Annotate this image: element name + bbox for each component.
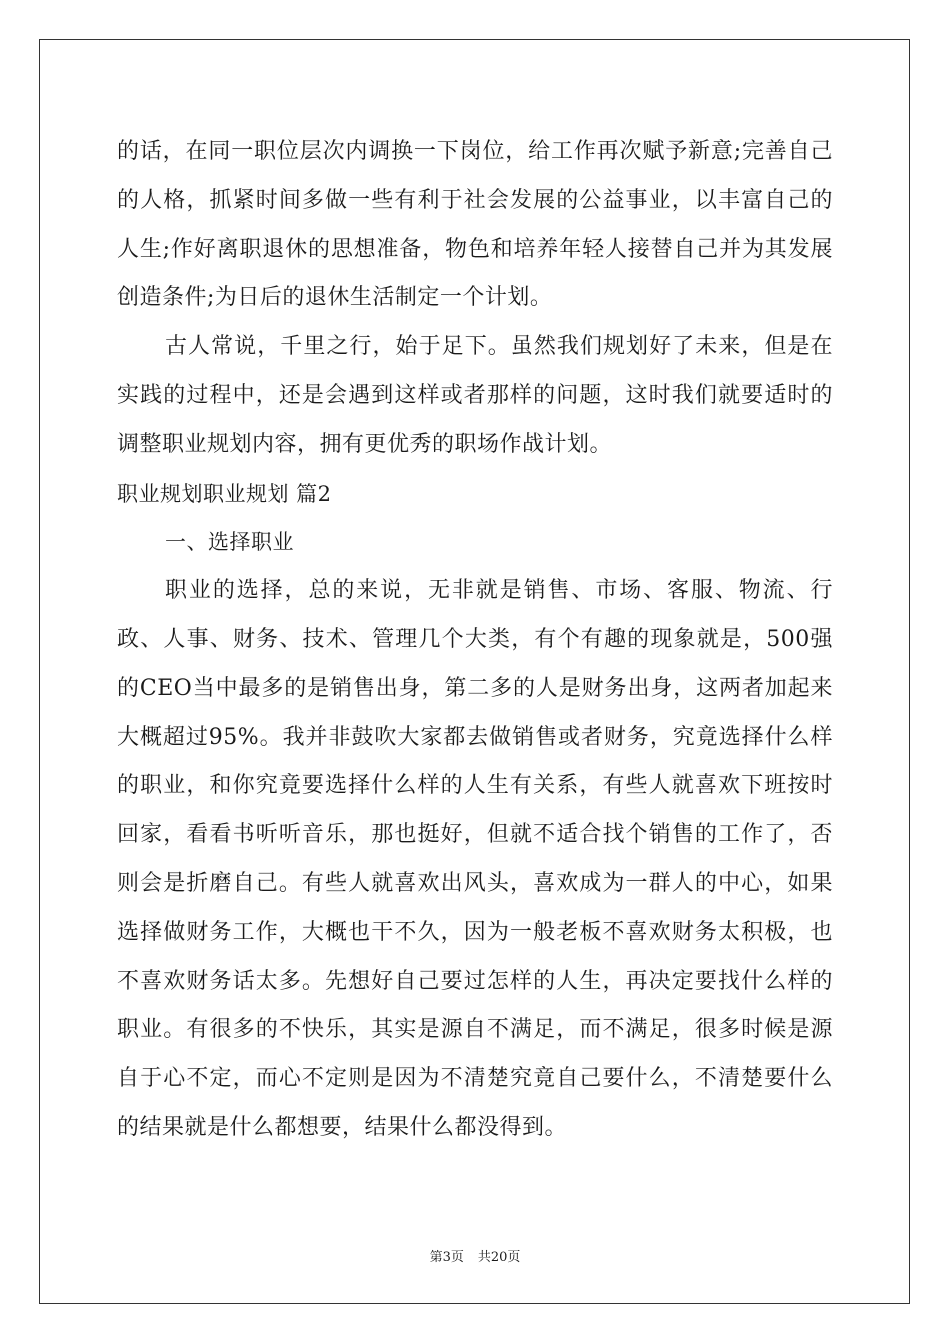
section-heading: 职业规划职业规划 篇2 bbox=[117, 481, 332, 506]
current-page-number: 第3页 bbox=[429, 1250, 464, 1265]
paragraph-continued: 的话，在同一职位层次内调换一下岗位，给工作再次赋予新意;完善自己的人格，抓紧时间多做一些有利于社会发展的公益事业，以丰富自己的人生;作好离职退休的思想准备，物色和培养年轻人接替自己并为其发展创造条件;为日后的退休生活制定一个计划。 bbox=[117, 139, 833, 311]
document-body bbox=[117, 128, 833, 1153]
paragraph-career-choice: 职业的选择，总的来说，无非就是销售、市场、客服、物流、行政、人事、财务、技术、管理几个大类，有个有趣的现象就是，500强的CEO当中最多的是销售出身，第二多的人是财务出身，这两者加起来大概超过95%。我并非鼓吹大家都去做销售或者财务，究竟选择什么样的职业，和你究竟要选择什么样的人生有关系，有些人就喜欢下班按时回家，看看书听听音乐，那也挺好，但就不适合找个销售的工作了，否则会是折磨自己。有些人就喜欢出风头，喜欢成为一群人的中心，如果选择做财务工作，大概也干不久，因为一般老板不喜欢财务太积极，也不喜欢财务话太多。先想好自己要过怎样的人生，再决定要找什么样的职业。有很多的不快乐，其实是源自不满足，而不满足，很多时候是源自于心不定，而心不定则是因为不清楚究竟自己要什么，不清楚要什么的结果就是什么都想要，结果什么都没得到。 bbox=[117, 578, 833, 1140]
subsection-heading: 一、选择职业 bbox=[165, 530, 294, 555]
total-page-count: 共20页 bbox=[477, 1250, 521, 1265]
paragraph-ancient-saying: 古人常说，千里之行，始于足下。虽然我们规划好了未来，但是在实践的过程中，还是会遇到这样或者那样的问题，这时我们就要适时的调整职业规划内容，拥有更优秀的职场作战计划。 bbox=[117, 334, 833, 457]
page-footer bbox=[0, 1246, 950, 1265]
